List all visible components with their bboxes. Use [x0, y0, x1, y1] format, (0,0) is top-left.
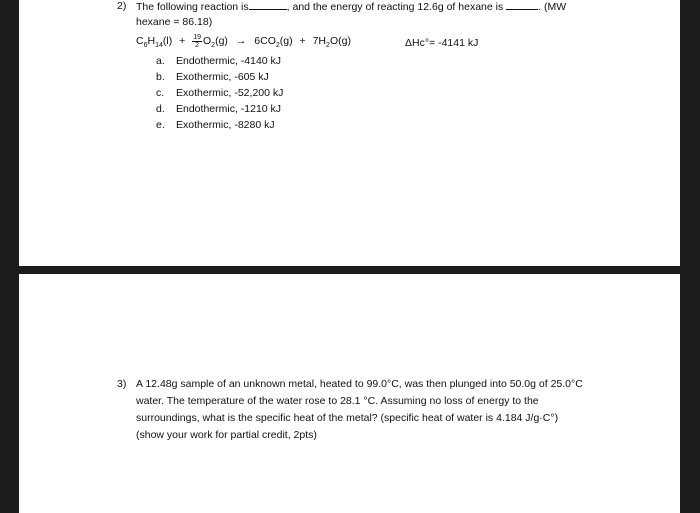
- equation-arrow: →: [235, 35, 247, 48]
- answer-option[interactable]: e. Exothermic, -8280 kJ: [156, 119, 275, 131]
- equation-reactant-oxygen: $O_2(g)$: [203, 35, 228, 50]
- question-2-prompt-part-c: . (MW: [538, 1, 567, 13]
- equation-reactant-hexane: $C_6H_{14}(l)$: [136, 35, 173, 50]
- equation-enthalpy: ΔHc°= -4141 kJ: [405, 37, 479, 49]
- equation-product-water: $7H_2O(g)$: [312, 35, 351, 50]
- equation-product-co2: $6CO_2(g)$: [254, 35, 293, 50]
- question-3-page: [19, 274, 680, 513]
- answer-blank-1: [249, 0, 287, 10]
- equation-coefficient-fraction: $\frac{19}{2}$: [193, 34, 201, 49]
- question-2-prompt-part-a: The following reaction is: [136, 1, 249, 13]
- question-3-text-line-1: A 12.48g sample of an unknown metal, heated to 99.0°C, was then plunged into 50.0g of 25.0°C: [136, 378, 583, 390]
- answer-option[interactable]: a. Endothermic, -4140 kJ: [156, 55, 282, 67]
- question-2-number: 2): [117, 0, 127, 12]
- answer-blank-2: [506, 0, 538, 10]
- question-2-prompt-line-2: hexane = 86.18): [136, 16, 213, 28]
- hexane-combustion-equation: [136, 34, 351, 49]
- question-3-text-line-2: water. The temperature of the water rose to 28.1 °C. Assuming no loss of energy to the: [136, 395, 539, 407]
- question-2-page: [19, 0, 680, 266]
- answer-option[interactable]: b. Exothermic, -605 kJ: [156, 71, 269, 83]
- question-2-prompt-part-b: , and the energy of reacting 12.6g of hexane is: [286, 1, 504, 13]
- answer-option[interactable]: c. Exothermic, -52,200 kJ: [156, 87, 284, 99]
- equation-plus-1: +: [179, 35, 186, 48]
- question-3-text-line-4: (show your work for partial credit, 2pts): [136, 429, 317, 441]
- answer-option[interactable]: d. Endothermic, -1210 kJ: [156, 103, 282, 115]
- equation-plus-2: +: [299, 35, 306, 48]
- question-3-text-line-3: surroundings, what is the specific heat of the metal? (specific heat of water is 4.184 J/g·C°): [136, 412, 559, 424]
- question-3-number: 3): [117, 378, 127, 390]
- question-2-prompt-line-1: [136, 0, 566, 13]
